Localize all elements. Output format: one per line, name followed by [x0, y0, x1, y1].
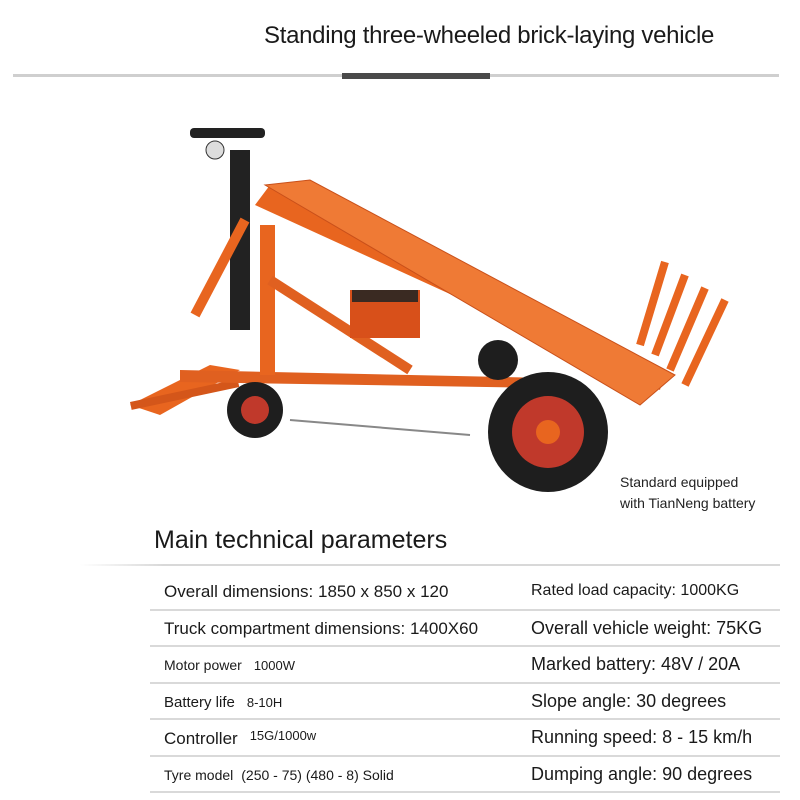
param-right: Dumping angle: 90 degrees [531, 763, 753, 784]
param-right: Rated load capacity: 1000KG [531, 582, 740, 599]
param-right: Overall vehicle weight: 75KG [531, 617, 763, 638]
table-row [150, 720, 780, 757]
table-row [150, 684, 780, 721]
param-left: Truck compartment dimensions: 1400X60 [164, 618, 479, 638]
vehicle-photo [120, 110, 780, 510]
param-left [164, 728, 316, 749]
section-title: Main technical parameters [154, 526, 448, 554]
table-row [150, 757, 780, 794]
param-left [164, 694, 282, 711]
page-title: Standing three-wheeled brick-laying vehicle [264, 22, 715, 49]
table-row [150, 611, 780, 648]
param-right: Slope angle: 30 degrees [531, 690, 727, 711]
param-value: 15G/1000w [249, 728, 317, 743]
param-value: 1000W [253, 658, 296, 673]
param-label: Tyre model [164, 766, 234, 783]
table-row [150, 647, 780, 684]
vehicle-illustration [130, 128, 725, 492]
param-value: 8-10H [246, 694, 283, 710]
caption-line-2: with TianNeng battery [620, 495, 756, 511]
param-label: Motor power [164, 657, 242, 673]
param-left [164, 767, 394, 783]
param-left: Overall dimensions: 1850 x 850 x 120 [164, 582, 449, 601]
parameters-table [150, 574, 780, 793]
param-right: Marked battery: 48V / 20A [531, 654, 741, 674]
caption-line-1: Standard equipped [620, 474, 739, 490]
section-divider [80, 564, 780, 566]
param-value: (250 - 75) (480 - 8) Solid [241, 766, 394, 783]
param-label: Controller [164, 729, 238, 748]
title-divider-accent [342, 73, 490, 79]
param-right: Running speed: 8 - 15 km/h [531, 727, 753, 747]
table-row [150, 574, 780, 611]
param-label: Battery life [164, 693, 235, 711]
battery-caption [620, 472, 755, 514]
param-left [164, 657, 295, 673]
